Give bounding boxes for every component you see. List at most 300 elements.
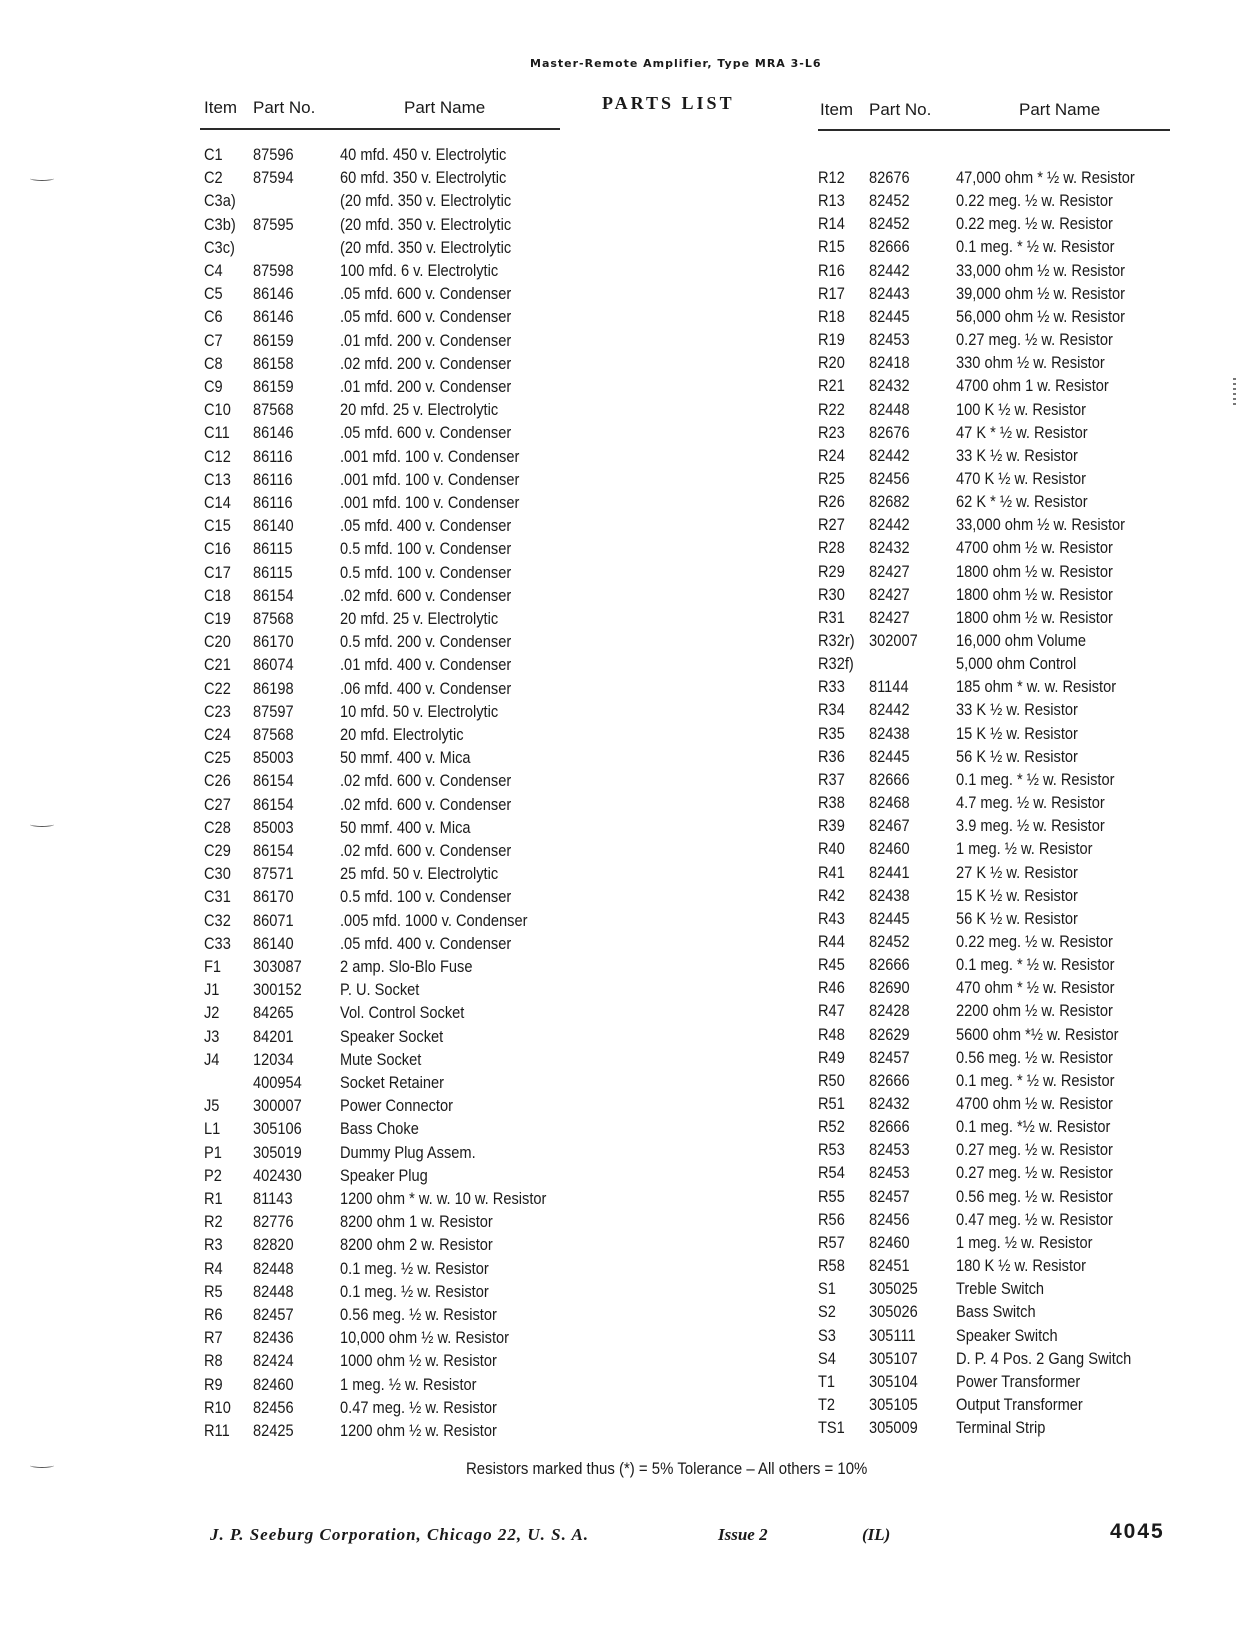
left-part-part-name: 1200 ohm ½ w. Resistor xyxy=(340,1421,497,1440)
left-part-row xyxy=(0,679,626,702)
left-part-item: C8 xyxy=(204,353,223,373)
right-part-row xyxy=(626,307,1252,330)
right-part-row xyxy=(626,1349,1252,1372)
left-part-part-name: Speaker Socket xyxy=(340,1026,444,1046)
right-part-part-name: 4.7 meg. ½ w. Resistor xyxy=(956,793,1105,813)
left-part-part-no: 87595 xyxy=(253,214,294,234)
left-part-row xyxy=(0,563,626,586)
right-part-row xyxy=(626,538,1252,561)
left-part-item: C14 xyxy=(204,493,231,512)
right-part-row xyxy=(626,886,1252,909)
left-part-item: J4 xyxy=(204,1049,220,1069)
left-part-row xyxy=(0,1119,626,1142)
left-part-part-no: 305019 xyxy=(253,1142,302,1162)
left-part-row xyxy=(0,539,626,562)
right-part-item: R16 xyxy=(818,260,845,280)
left-part-part-no: 84265 xyxy=(253,1003,294,1023)
left-part-item: R6 xyxy=(204,1305,223,1324)
footer-company: J. P. Seeburg Corporation, Chicago 22, U. S. A. xyxy=(210,1525,590,1544)
left-part-row xyxy=(0,493,626,516)
right-part-row xyxy=(626,469,1252,492)
left-part-item: P2 xyxy=(204,1165,222,1185)
right-part-part-name: 0.27 meg. ½ w. Resistor xyxy=(956,1140,1113,1160)
right-part-item: R23 xyxy=(818,422,845,442)
left-part-part-name: 100 mfd. 6 v. Electrolytic xyxy=(340,261,499,280)
right-part-row xyxy=(626,1025,1252,1048)
right-part-item: R44 xyxy=(818,931,845,951)
left-part-item: J3 xyxy=(204,1026,220,1046)
left-part-row xyxy=(0,980,626,1003)
left-part-part-name: .001 mfd. 100 v. Condenser xyxy=(340,469,520,489)
left-part-item: C25 xyxy=(204,748,231,768)
left-header-rule xyxy=(200,128,560,130)
left-part-item: C19 xyxy=(204,609,231,628)
right-part-part-no: 82456 xyxy=(869,1209,910,1229)
left-part-item: C20 xyxy=(204,632,231,652)
left-part-row xyxy=(0,516,626,539)
left-part-part-name: .02 mfd. 200 v. Condenser xyxy=(340,353,512,373)
margin-hole-mark xyxy=(30,822,54,827)
right-part-item: R32r) xyxy=(818,631,855,650)
left-part-part-no: 300152 xyxy=(253,980,302,1000)
right-part-part-no: 82445 xyxy=(869,908,910,928)
right-part-row xyxy=(626,376,1252,399)
right-part-item: R57 xyxy=(818,1232,845,1252)
right-part-part-no: 82428 xyxy=(869,1001,910,1021)
left-part-row xyxy=(0,1375,626,1398)
left-part-row xyxy=(0,354,626,377)
left-part-part-name: Mute Socket xyxy=(340,1049,422,1069)
left-part-part-no: 82456 xyxy=(253,1397,294,1417)
left-part-row xyxy=(0,609,626,632)
left-part-part-name: 2 amp. Slo-Blo Fuse xyxy=(340,957,473,976)
footer-code: (IL) xyxy=(862,1525,891,1544)
left-part-item: J5 xyxy=(204,1096,220,1116)
right-part-part-name: 47 K * ½ w. Resistor xyxy=(956,422,1088,442)
left-part-part-name: .005 mfd. 1000 v. Condenser xyxy=(340,910,528,930)
right-part-part-no: 82445 xyxy=(869,746,910,766)
right-part-row xyxy=(626,1279,1252,1302)
right-part-part-name: 62 K * ½ w. Resistor xyxy=(956,492,1088,512)
left-part-item: R7 xyxy=(204,1328,223,1348)
left-part-row xyxy=(0,1328,626,1351)
left-part-row xyxy=(0,725,626,748)
right-part-part-no: 81144 xyxy=(869,677,909,697)
left-part-part-name: 0.5 mfd. 100 v. Condenser xyxy=(340,562,512,582)
left-part-part-name: 50 mmf. 400 v. Mica xyxy=(340,748,471,768)
right-part-part-name: 100 K ½ w. Resistor xyxy=(956,399,1087,419)
left-part-part-name: 10 mfd. 50 v. Electrolytic xyxy=(340,701,499,721)
left-part-item: C15 xyxy=(204,516,231,536)
left-part-row xyxy=(0,1073,626,1096)
left-part-part-no: 303087 xyxy=(253,957,302,976)
left-part-part-name: Vol. Control Socket xyxy=(340,1003,465,1023)
right-part-item: R36 xyxy=(818,746,845,766)
left-part-part-name: .02 mfd. 600 v. Condenser xyxy=(340,771,512,791)
right-part-item: R14 xyxy=(818,214,845,234)
left-part-part-no: 87597 xyxy=(253,701,294,721)
right-part-part-name: Power Transformer xyxy=(956,1371,1081,1391)
right-part-item: R39 xyxy=(818,816,845,836)
right-part-item: R20 xyxy=(818,353,845,373)
right-part-part-name: 180 K ½ w. Resistor xyxy=(956,1256,1087,1276)
left-part-part-name: .001 mfd. 100 v. Condenser xyxy=(340,446,520,466)
left-part-item: C18 xyxy=(204,585,231,605)
left-part-item: F1 xyxy=(204,957,222,976)
page-title: PARTS LIST xyxy=(602,93,735,113)
right-part-row xyxy=(626,423,1252,446)
right-part-part-no: 82666 xyxy=(869,769,910,789)
left-part-item: C30 xyxy=(204,864,231,884)
right-part-part-no: 82432 xyxy=(869,538,910,558)
left-part-item: P1 xyxy=(204,1142,222,1162)
right-part-row xyxy=(626,1210,1252,1233)
left-part-part-no: 86115 xyxy=(253,539,293,559)
left-part-row xyxy=(0,748,626,771)
left-part-item: R5 xyxy=(204,1281,223,1301)
right-part-part-no: 82457 xyxy=(869,1047,910,1067)
left-part-part-no: 84201 xyxy=(253,1026,294,1046)
left-part-part-name: 1200 ohm * w. w. 10 w. Resistor xyxy=(340,1189,547,1208)
right-part-item: R45 xyxy=(818,955,845,975)
right-part-item: R18 xyxy=(818,306,845,326)
right-part-item: R52 xyxy=(818,1117,845,1137)
left-part-part-no: 81143 xyxy=(253,1189,293,1208)
left-part-row xyxy=(0,1212,626,1235)
right-part-part-name: 470 K ½ w. Resistor xyxy=(956,468,1087,488)
left-part-part-no: 86146 xyxy=(253,423,294,443)
right-part-row xyxy=(626,909,1252,932)
left-part-part-name: 20 mfd. 25 v. Electrolytic xyxy=(340,609,499,628)
left-part-part-no: 86074 xyxy=(253,655,294,675)
right-part-part-name: 0.22 meg. ½ w. Resistor xyxy=(956,214,1113,234)
left-part-item: C23 xyxy=(204,701,231,721)
right-part-part-name: 2200 ohm ½ w. Resistor xyxy=(956,1001,1113,1021)
left-header-item: Item xyxy=(204,98,238,117)
left-part-part-name: (20 mfd. 350 v. Electrolytic xyxy=(340,214,512,234)
left-part-part-name: 0.1 meg. ½ w. Resistor xyxy=(340,1281,489,1301)
right-part-row xyxy=(626,839,1252,862)
left-part-row xyxy=(0,447,626,470)
right-part-row xyxy=(626,1326,1252,1349)
right-part-row xyxy=(626,747,1252,770)
left-part-item: C22 xyxy=(204,678,231,698)
right-part-row xyxy=(626,353,1252,376)
left-part-row xyxy=(0,934,626,957)
left-part-part-no: 300007 xyxy=(253,1096,302,1116)
right-part-row xyxy=(626,770,1252,793)
right-part-part-name: 4700 ohm 1 w. Resistor xyxy=(956,376,1109,396)
right-part-part-no: 305026 xyxy=(869,1302,918,1322)
left-part-part-no: 82457 xyxy=(253,1305,294,1324)
left-part-item: C1 xyxy=(204,145,223,164)
right-part-row xyxy=(626,793,1252,816)
right-part-part-no: 82432 xyxy=(869,376,910,396)
left-part-row xyxy=(0,957,626,980)
right-header-part-no: Part No. xyxy=(869,100,932,119)
right-part-part-name: 15 K ½ w. Resistor xyxy=(956,723,1078,743)
left-part-part-name: .001 mfd. 100 v. Condenser xyxy=(340,493,520,512)
right-part-part-name: 0.1 meg. * ½ w. Resistor xyxy=(956,955,1115,975)
right-part-row xyxy=(626,214,1252,237)
left-part-part-name: .05 mfd. 600 v. Condenser xyxy=(340,423,512,443)
right-part-item: R28 xyxy=(818,538,845,558)
left-part-row xyxy=(0,841,626,864)
left-part-part-name: .02 mfd. 600 v. Condenser xyxy=(340,794,512,814)
right-part-item: S2 xyxy=(818,1302,836,1322)
left-part-row xyxy=(0,470,626,493)
left-header-part-no: Part No. xyxy=(253,98,316,117)
right-part-row xyxy=(626,1372,1252,1395)
right-part-item: R46 xyxy=(818,978,845,998)
right-part-part-no: 305025 xyxy=(869,1279,918,1299)
right-part-part-name: 0.22 meg. ½ w. Resistor xyxy=(956,191,1113,211)
left-part-item: R4 xyxy=(204,1258,223,1278)
right-part-item: R17 xyxy=(818,283,845,303)
left-part-row xyxy=(0,1050,626,1073)
left-part-row xyxy=(0,771,626,794)
left-part-item: R11 xyxy=(204,1421,230,1440)
left-part-part-name: 40 mfd. 450 v. Electrolytic xyxy=(340,145,507,164)
left-part-part-no: 82460 xyxy=(253,1374,294,1394)
right-part-item: R54 xyxy=(818,1163,845,1183)
right-part-part-no: 82442 xyxy=(869,515,910,535)
right-part-part-no: 82453 xyxy=(869,1140,910,1160)
right-part-part-name: 0.27 meg. ½ w. Resistor xyxy=(956,330,1113,350)
right-part-part-no: 82438 xyxy=(869,723,910,743)
right-part-part-name: 470 ohm * ½ w. Resistor xyxy=(956,978,1115,998)
left-part-part-no: 86116 xyxy=(253,446,293,466)
right-part-part-no: 82452 xyxy=(869,931,910,951)
right-part-item: R50 xyxy=(818,1070,845,1090)
right-part-part-no: 82427 xyxy=(869,561,910,581)
left-part-part-no: 82436 xyxy=(253,1328,294,1348)
margin-hole-mark xyxy=(30,176,54,181)
right-part-part-no: 82442 xyxy=(869,260,910,280)
left-part-part-no: 86154 xyxy=(253,585,294,605)
left-part-part-name: 1000 ohm ½ w. Resistor xyxy=(340,1351,497,1371)
left-part-part-name: 10,000 ohm ½ w. Resistor xyxy=(340,1328,510,1348)
left-part-row xyxy=(0,1351,626,1374)
right-part-row xyxy=(626,1140,1252,1163)
right-part-item: R13 xyxy=(818,191,845,211)
right-part-row xyxy=(626,1395,1252,1418)
left-part-part-name: 0.47 meg. ½ w. Resistor xyxy=(340,1397,497,1417)
left-part-item: L1 xyxy=(204,1119,221,1139)
right-part-row xyxy=(626,492,1252,515)
left-part-part-name: Dummy Plug Assem. xyxy=(340,1142,476,1162)
right-part-part-no: 82427 xyxy=(869,584,910,604)
right-part-row xyxy=(626,863,1252,886)
right-part-item: T2 xyxy=(818,1394,836,1414)
right-part-part-no: 305009 xyxy=(869,1418,918,1438)
right-part-part-name: 56 K ½ w. Resistor xyxy=(956,746,1078,766)
left-part-part-name: Speaker Plug xyxy=(340,1165,428,1185)
left-part-part-name: .01 mfd. 200 v. Condenser xyxy=(340,330,512,350)
right-part-row xyxy=(626,978,1252,1001)
right-part-item: R15 xyxy=(818,237,845,257)
left-part-item: C7 xyxy=(204,330,223,350)
left-part-part-name: .02 mfd. 600 v. Condenser xyxy=(340,841,512,860)
left-part-part-no: 12034 xyxy=(253,1049,294,1069)
right-part-part-name: Output Transformer xyxy=(956,1394,1083,1414)
left-part-part-no: 86158 xyxy=(253,353,294,373)
right-part-item: R32f) xyxy=(818,654,854,674)
right-part-row xyxy=(626,191,1252,214)
right-part-row xyxy=(626,1163,1252,1186)
page-number: 4045 xyxy=(1110,1520,1165,1543)
left-part-part-name: .02 mfd. 600 v. Condenser xyxy=(340,585,512,605)
left-part-part-no: 86140 xyxy=(253,933,294,953)
left-part-row xyxy=(0,1166,626,1189)
right-part-row xyxy=(626,631,1252,654)
left-part-part-name: 0.56 meg. ½ w. Resistor xyxy=(340,1305,497,1324)
left-part-item: C17 xyxy=(204,562,231,582)
left-part-row xyxy=(0,818,626,841)
right-part-part-name: 33 K ½ w. Resistor xyxy=(956,700,1078,720)
left-part-part-no: 402430 xyxy=(253,1165,302,1185)
right-part-item: R34 xyxy=(818,700,845,720)
left-part-row xyxy=(0,331,626,354)
right-part-row xyxy=(626,1071,1252,1094)
right-part-part-name: 56 K ½ w. Resistor xyxy=(956,908,1078,928)
right-header-rule xyxy=(818,129,1170,131)
right-part-part-name: Treble Switch xyxy=(956,1279,1045,1299)
right-part-row xyxy=(626,562,1252,585)
left-part-row xyxy=(0,1003,626,1026)
left-part-item: R10 xyxy=(204,1397,231,1417)
left-part-part-name: .05 mfd. 600 v. Condenser xyxy=(340,284,512,304)
left-part-part-name: 1 meg. ½ w. Resistor xyxy=(340,1374,477,1394)
right-part-part-no: 82445 xyxy=(869,306,910,326)
right-part-row xyxy=(626,1187,1252,1210)
right-part-part-name: 33,000 ohm ½ w. Resistor xyxy=(956,515,1126,535)
right-part-item: R22 xyxy=(818,399,845,419)
right-part-part-no: 82452 xyxy=(869,191,910,211)
left-part-item: C9 xyxy=(204,377,223,396)
footer-issue: Issue 2 xyxy=(718,1525,768,1544)
left-part-part-name: 8200 ohm 2 w. Resistor xyxy=(340,1235,493,1255)
left-part-item: R3 xyxy=(204,1235,223,1255)
right-part-part-name: 5600 ohm *½ w. Resistor xyxy=(956,1024,1119,1044)
left-part-part-no: 86154 xyxy=(253,841,294,860)
left-part-row xyxy=(0,1235,626,1258)
left-parts-table xyxy=(0,145,626,1445)
left-part-part-no: 87594 xyxy=(253,168,294,188)
left-part-row xyxy=(0,377,626,400)
right-header-item: Item xyxy=(820,100,854,119)
right-part-item: R27 xyxy=(818,515,845,535)
left-part-item: C12 xyxy=(204,446,231,466)
left-part-part-no: 82424 xyxy=(253,1351,294,1371)
right-part-part-no: 82682 xyxy=(869,492,910,512)
right-part-part-no: 82452 xyxy=(869,214,910,234)
right-part-part-name: 16,000 ohm Volume xyxy=(956,631,1087,650)
left-part-item: C3c) xyxy=(204,237,235,257)
right-part-part-name: 0.1 meg. * ½ w. Resistor xyxy=(956,1070,1115,1090)
left-part-part-no: 85003 xyxy=(253,748,294,768)
right-part-row xyxy=(626,1302,1252,1325)
right-part-item: R58 xyxy=(818,1256,845,1276)
left-part-part-no: 82448 xyxy=(253,1258,294,1278)
right-part-part-name: 27 K ½ w. Resistor xyxy=(956,862,1078,882)
left-part-item: C2 xyxy=(204,168,223,188)
left-part-item: C10 xyxy=(204,400,231,420)
left-part-part-no: 82776 xyxy=(253,1212,294,1232)
right-part-row xyxy=(626,237,1252,260)
right-part-item: R48 xyxy=(818,1024,845,1044)
left-part-row xyxy=(0,423,626,446)
left-part-item: C28 xyxy=(204,817,231,837)
right-part-part-no: 305105 xyxy=(869,1394,918,1414)
right-part-row xyxy=(626,515,1252,538)
left-part-part-no: 82448 xyxy=(253,1281,294,1301)
left-part-row xyxy=(0,586,626,609)
left-part-part-name: Bass Choke xyxy=(340,1119,419,1139)
right-part-row xyxy=(626,700,1252,723)
left-part-part-name: Socket Retainer xyxy=(340,1073,445,1092)
tolerance-note: Resistors marked thus (*) = 5% Tolerance – All others = 10% xyxy=(466,1459,868,1478)
left-part-part-no: 82425 xyxy=(253,1421,294,1440)
right-part-row xyxy=(626,608,1252,631)
left-part-item: C13 xyxy=(204,469,231,489)
left-part-item: C29 xyxy=(204,841,231,860)
left-part-item: J1 xyxy=(204,980,220,1000)
left-part-part-name: .05 mfd. 400 v. Condenser xyxy=(340,516,512,536)
right-part-item: R21 xyxy=(818,376,845,396)
right-part-part-no: 82456 xyxy=(869,468,910,488)
left-part-part-name: Power Connector xyxy=(340,1096,453,1116)
left-part-part-name: 0.5 mfd. 100 v. Condenser xyxy=(340,887,512,907)
left-part-row xyxy=(0,400,626,423)
right-part-part-name: 1 meg. ½ w. Resistor xyxy=(956,1232,1093,1252)
left-part-row xyxy=(0,215,626,238)
right-part-row xyxy=(626,1418,1252,1441)
right-part-row xyxy=(626,724,1252,747)
left-part-part-no: 86198 xyxy=(253,678,294,698)
right-part-part-name: Bass Switch xyxy=(956,1302,1036,1322)
left-part-row xyxy=(0,1096,626,1119)
left-part-part-no: 86154 xyxy=(253,794,294,814)
left-part-row xyxy=(0,307,626,330)
right-part-part-no: 82448 xyxy=(869,399,910,419)
right-header-part-name: Part Name xyxy=(1019,100,1101,119)
right-part-part-name: 0.56 meg. ½ w. Resistor xyxy=(956,1047,1113,1067)
left-part-row xyxy=(0,1398,626,1421)
left-part-row xyxy=(0,655,626,678)
right-part-part-no: 82441 xyxy=(869,862,910,882)
right-part-part-name: 5,000 ohm Control xyxy=(956,654,1077,674)
left-part-part-no: 86146 xyxy=(253,284,294,304)
right-part-row xyxy=(626,816,1252,839)
left-part-part-no: 86159 xyxy=(253,330,294,350)
right-part-item: S1 xyxy=(818,1279,836,1299)
right-part-row xyxy=(626,1256,1252,1279)
left-part-part-no: 87598 xyxy=(253,261,294,280)
left-part-item: C11 xyxy=(204,423,230,443)
left-part-item: C3b) xyxy=(204,214,236,234)
left-part-part-name: 20 mfd. 25 v. Electrolytic xyxy=(340,400,499,420)
left-part-row xyxy=(0,145,626,168)
left-part-part-name: 50 mmf. 400 v. Mica xyxy=(340,817,471,837)
left-part-item: C3a) xyxy=(204,191,236,211)
left-part-item: C26 xyxy=(204,771,231,791)
left-part-part-name: (20 mfd. 350 v. Electrolytic xyxy=(340,191,512,211)
right-part-item: R38 xyxy=(818,793,845,813)
right-part-part-name: 3.9 meg. ½ w. Resistor xyxy=(956,816,1105,836)
left-part-part-name: 0.5 mfd. 100 v. Condenser xyxy=(340,539,512,559)
right-part-part-name: 15 K ½ w. Resistor xyxy=(956,885,1078,905)
